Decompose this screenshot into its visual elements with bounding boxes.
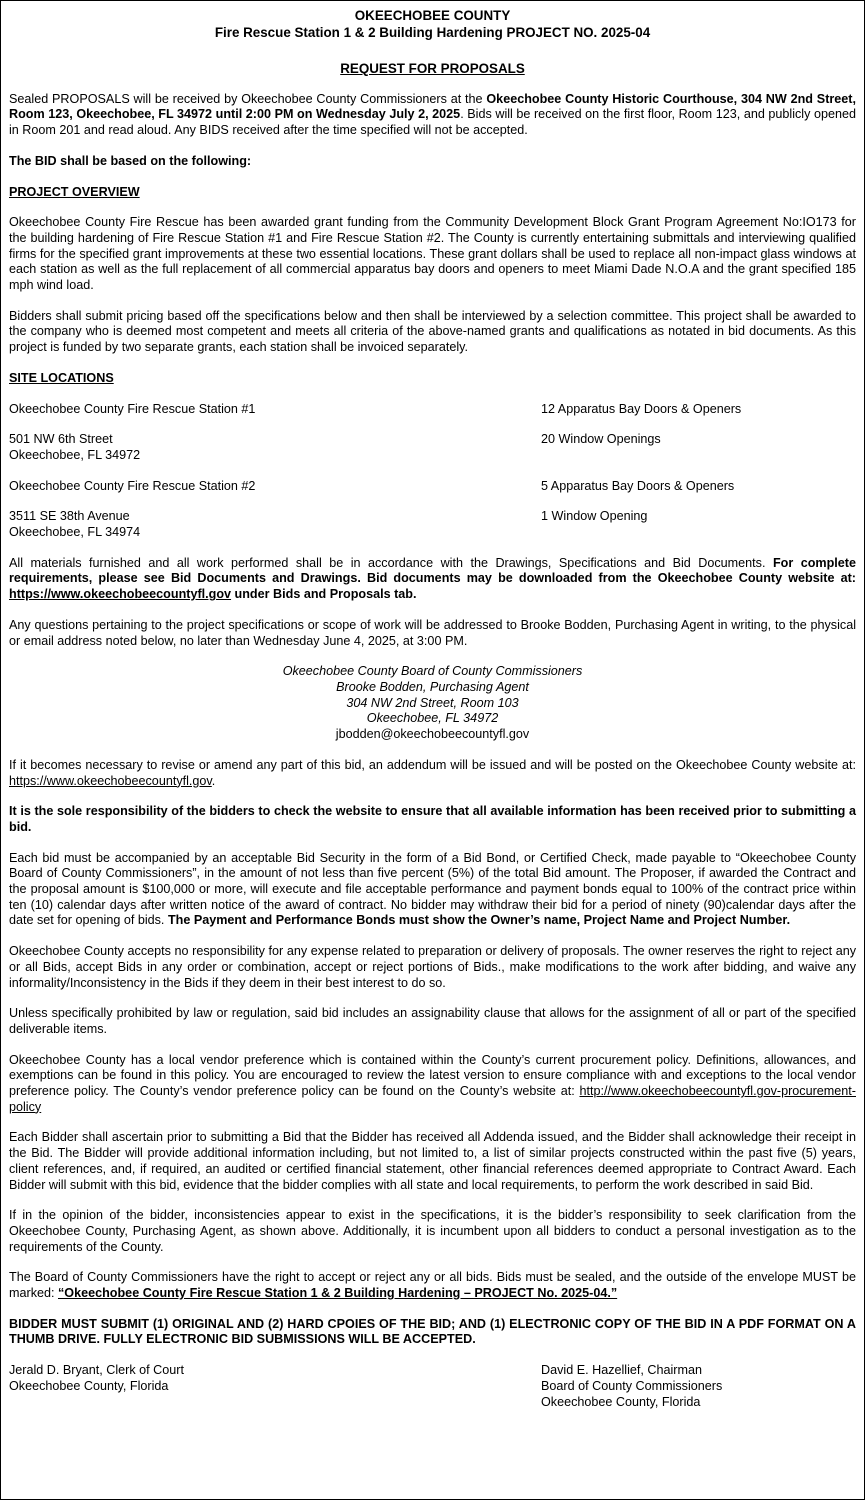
station1-row-1 [9, 402, 856, 418]
station2-address [9, 509, 541, 540]
intro-paragraph [9, 92, 856, 139]
station1-windows: 20 Window Openings [541, 432, 661, 447]
project-overview-heading: PROJECT OVERVIEW [9, 184, 140, 199]
intro-text-2: . Bids will be received on the first floor, Room 123, and publicly opened in Room 201 and read aloud. Any BIDS received after the time specified will not be accepted. [9, 107, 857, 138]
materials-paragraph [9, 556, 856, 603]
no-responsibility-paragraph: Okeechobee County accepts no responsibility for any expense related to preparation or delivery of proposals. The owner reserves the right to reject any or all Bids, accept Bids in any order or combination, accept or reject portions of Bids., make modifications to the work after bidding, and waive any informality/Inconsistency in the Bids if they deem in their best interest to do so. [9, 944, 856, 990]
signature-block [9, 1363, 856, 1410]
station1-bay-doors: 12 Apparatus Bay Doors & Openers [541, 401, 742, 416]
station2-windows: 1 Window Opening [541, 509, 648, 524]
envelope-marking: “Okeechobee County Fire Rescue Station 1 & 2 Building Hardening – PROJECT No. 2025-04.” [58, 1286, 618, 1301]
station1-city: Okeechobee, FL 34972 [9, 447, 141, 462]
board-paragraph [9, 1270, 856, 1301]
station1-street: 501 NW 6th Street [9, 432, 113, 447]
clerk-signature [9, 1363, 541, 1410]
chairman-signature [541, 1363, 856, 1410]
county-website-link[interactable]: https://www.okeechobeecountyfl.gov [9, 587, 232, 602]
bonds-requirement: The Payment and Performance Bonds must show the Owner’s name, Project Name and Project Number. [167, 913, 791, 928]
contact-agent: Brooke Bodden, Purchasing Agent [336, 679, 529, 694]
contact-street: 304 NW 2nd Street, Room 103 [346, 695, 519, 710]
clerk-name: Jerald D. Bryant, Clerk of Court [9, 1363, 184, 1378]
chairman-county: Okeechobee County, Florida [541, 1394, 701, 1409]
bid-security-text: Each bid must be accompanied by an acceptable Bid Security in the form of a Bid Bond, or Certified Check, made payable to “Okeechobee County Board of County Commissioners”, in the amount of not less than five percent (5%) of the total Bid amount. The Proposer, if awarded the Contract and the proposal amount is $100,000 or more, will execute and file acceptable performance and payment bonds equal to 100% of the contract price within ten (10) calendar days after written notice of the award of contract. No bidder may withdraw their bid for a period of ninety (90)calendar days after the date set for opening of bids. [9, 850, 856, 928]
addenda-paragraph: Each Bidder shall ascertain prior to submitting a Bid that the Bidder has received all Addenda issued, and the Bidder shall acknowledge their receipt in the Bid. The Bidder will provide additional information including, but not limited to, a list of similar projects constructed within the past five (5) years, client references, and, if required, an audited or certified financial statement, other financial references deemed appropriate to Contract Award. Each Bidder will submit with this bid, evidence that the bidder complies with all state and local requirements, to perform the work described in said Bid. [9, 1130, 856, 1192]
addendum-text: If it becomes necessary to revise or amend any part of this bid, an addendum will be issued and will be posted on the Okeechobee County website at: [9, 757, 856, 772]
project-overview-para-1: Okeechobee County Fire Rescue has been awarded grant funding from the Community Development Block Grant Program Agreement No:IO173 for the building hardening of Fire Rescue Station #1 and Fire Rescue Station #2. The County is currently entertaining submittals and interviewing qualified firms for the specified grant improvements at these two essential locations. These grant dollars shall be used to replace all non-impact glass windows at each station as well as the full replacement of all commercial apparatus bay doors and openers to meet Miami Dade N.O.A and the grant specified 185 mph wind load. [9, 215, 856, 293]
procurement-policy-link[interactable]: http://www.okeechobeecountyfl.gov-procurement-policy [9, 1084, 856, 1114]
station2-bay-doors: 5 Apparatus Bay Doors & Openers [541, 478, 735, 493]
clerk-county: Okeechobee County, Florida [9, 1378, 169, 1393]
contact-block [9, 664, 856, 743]
local-vendor-paragraph [9, 1053, 856, 1116]
questions-paragraph: Any questions pertaining to the project specifications or scope of work will be addressed to Brooke Bodden, Purchasing Agent in writing, to the physical or email address noted below, no later than Wednesday June 4, 2025, at 3:00 PM. [9, 617, 856, 648]
bid-based-heading: The BID shall be based on the following: [9, 153, 252, 168]
contact-email[interactable]: jbodden@okeechobeecountyfl.gov [335, 727, 530, 742]
station2-name: Okeechobee County Fire Rescue Station #2 [9, 478, 256, 493]
station1-row-2 [9, 432, 856, 463]
local-vendor-text: Okeechobee County has a local vendor preference which is contained within the County’s current procurement policy. Definitions, allowances, and exemptions can be found in this policy. You are encouraged to review the latest version to ensure compliance with and exceptions to the local vendor preference policy. The County’s vendor preference policy can be found on the County’s website at: [9, 1052, 856, 1099]
intro-location: Okeechobee County Historic Courthouse, 304 NW 2nd Street, Room 123, Okeechobee, FL 34972 until 2:00 PM on Wednesday July 2, 2025 [9, 91, 856, 122]
submit-notice: BIDDER MUST SUBMIT (1) ORIGINAL AND (2) HARD CPOIES OF THE BID; AND (1) ELECTRONIC COPY OF THE BID IN A PDF FORMAT ON A THUMB DRIVE. FULLY ELECTRONIC BID SUBMISSIONS WILL BE ACCEPTED. [9, 1316, 856, 1347]
materials-tab: under Bids and Proposals tab. [231, 587, 417, 602]
addendum-period: . [211, 773, 216, 788]
site-locations-heading: SITE LOCATIONS [9, 370, 114, 385]
project-overview-para-2: Bidders shall submit pricing based off the specifications below and then shall be interviewed by a selection committee. This project shall be awarded to the company who is deemed most competent and meets all criteria of the above-named grants and qualifications as notated in bid documents. As this project is funded by two separate grants, each station shall be invoiced separately. [9, 308, 856, 355]
board-text: The Board of County Commissioners have the right to accept or reject any or all bids. Bids must be sealed, and the outside of the envelope MUST be marked: [9, 1270, 856, 1301]
station2-row-2 [9, 509, 856, 540]
station2-row-1 [9, 479, 856, 495]
station2-city: Okeechobee, FL 34974 [9, 525, 141, 540]
contact-board: Okeechobee County Board of County Commissioners [282, 664, 583, 679]
station1-address [9, 432, 541, 463]
project-heading: Fire Rescue Station 1 & 2 Building Hardening PROJECT NO. 2025-04 [214, 25, 651, 40]
materials-text: All materials furnished and all work performed shall be in accordance with the Drawings, Specifications and Bid Documents. [9, 555, 773, 570]
assignability-paragraph: Unless specifically prohibited by law or regulation, said bid includes an assignability clause that allows for the assignment of all or part of the specified deliverable items. [9, 1006, 856, 1036]
inconsistencies-paragraph: If in the opinion of the bidder, inconsistencies appear to exist in the specifications, it is the bidder’s responsibility to seek clarification from the Okeechobee County, Purchasing Agent, as shown above. Additionally, it is incumbent upon all bidders to conduct a personal investigation as to the requirements of the County. [9, 1208, 856, 1254]
bid-security-paragraph [9, 851, 856, 930]
responsibility-paragraph: It is the sole responsibility of the bidders to check the website to ensure that all available information has been received prior to submitting a bid. [9, 804, 856, 834]
addendum-website-link[interactable]: https://www.okeechobeecountyfl.gov [9, 773, 212, 788]
station2-street: 3511 SE 38th Avenue [9, 509, 130, 524]
intro-text: Sealed PROPOSALS will be received by Okeechobee County Commissioners at the [9, 91, 487, 106]
station1-name: Okeechobee County Fire Rescue Station #1 [9, 401, 256, 416]
county-heading: OKEECHOBEE COUNTY [354, 8, 511, 23]
contact-city: Okeechobee, FL 34972 [366, 711, 499, 726]
chairman-name: David E. Hazellief, Chairman [541, 1363, 702, 1378]
chairman-board: Board of County Commissioners [541, 1378, 723, 1393]
materials-requirements: For complete requirements, please see Bid Documents and Drawings. Bid documents may be downloaded from the Okeechobee County website at: [9, 555, 857, 586]
page-title: REQUEST FOR PROPOSALS [340, 61, 525, 76]
addendum-paragraph [9, 758, 856, 789]
